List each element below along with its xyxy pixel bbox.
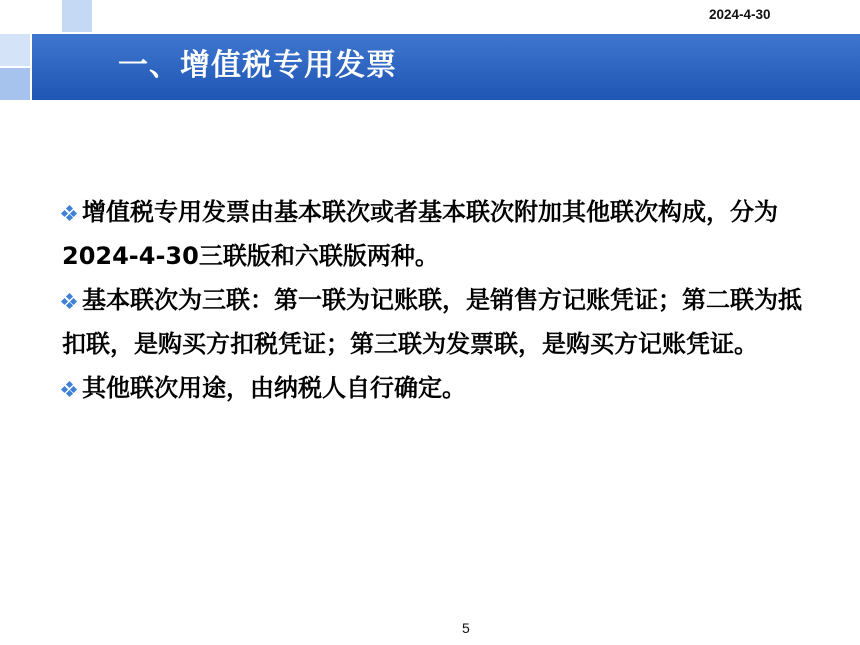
slide-title: 一、增值税专用发票 <box>118 48 397 83</box>
diamond-bullet-icon <box>62 294 76 308</box>
bullet-paragraph <box>62 190 807 278</box>
paragraph-text: 增值税专用发票由基本联次或者基本联次附加其他联次构成，分为2024-4-30三联版和六联版两种。 <box>62 198 778 270</box>
slide-date: 2024-4-30 <box>709 7 771 22</box>
bullet-paragraph <box>62 366 807 410</box>
decor-square <box>0 34 30 66</box>
bullet-paragraph <box>62 278 807 366</box>
paragraph-text: 基本联次为三联：第一联为记账联，是销售方记账凭证；第二联为抵扣联，是购买方扣税凭证；第三联为发票联，是购买方记账凭证。 <box>62 286 802 358</box>
decor-square <box>62 0 92 32</box>
slide-content <box>62 190 807 410</box>
page-number: 5 <box>462 620 470 636</box>
diamond-bullet-icon <box>62 206 76 220</box>
diamond-bullet-icon <box>62 382 76 396</box>
paragraph-text: 其他联次用途，由纳税人自行确定。 <box>82 374 466 402</box>
decor-square <box>0 68 30 100</box>
